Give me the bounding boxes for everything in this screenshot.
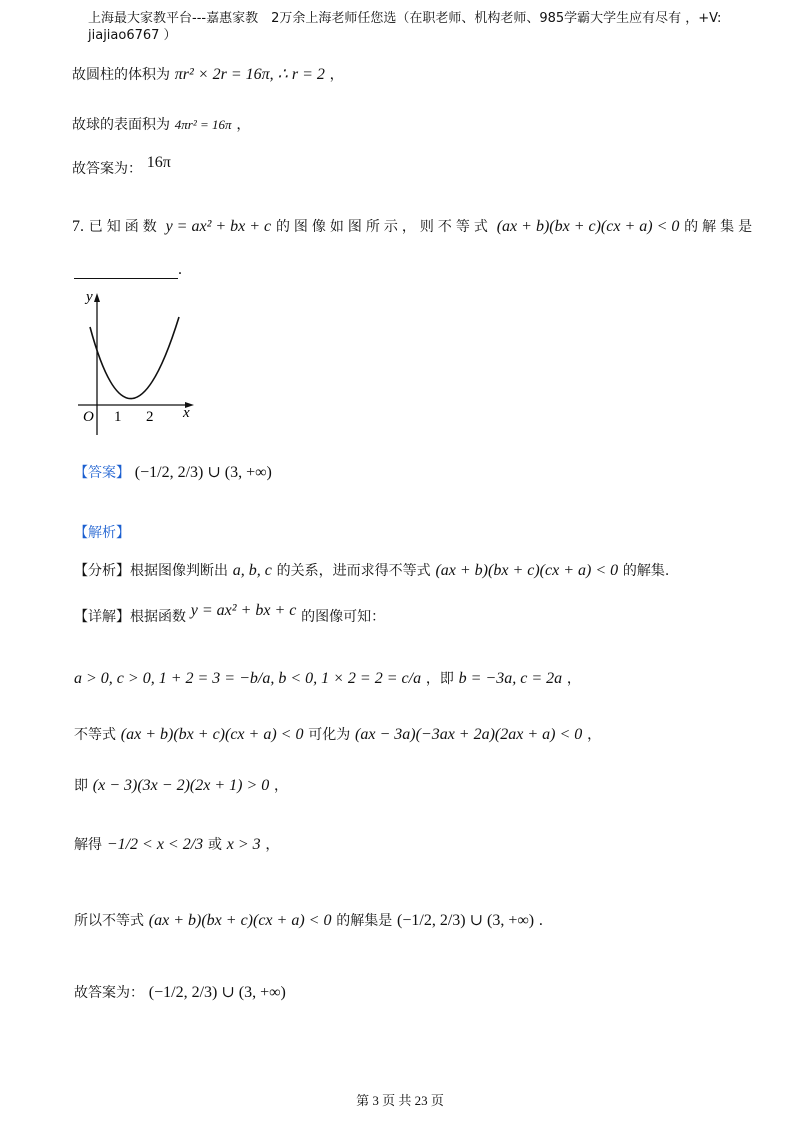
area-label: 故球的表面积为 (72, 117, 170, 133)
parabola-graph (70, 285, 200, 445)
step-1-result: (ax − 3a)(−3ax + 2a)(2ax + a) < 0 (355, 726, 583, 743)
step-2-line (74, 775, 288, 795)
fenxi-inequality: (ax + b)(bx + c)(cx + a) < 0 (435, 562, 619, 579)
question-text-2: 的图像如图所示，则不等式 (275, 219, 492, 235)
origin-label: O (83, 409, 94, 425)
xiangjie-tag: 【详解】 (74, 609, 130, 625)
question-text-1: 已知函数 (88, 219, 161, 235)
analysis-tag: 【解析】 (74, 525, 130, 541)
fenxi-tag: 【分析】 (74, 563, 130, 579)
step-3-x: x > 3 (226, 836, 261, 853)
step-1-label: 不等式 (74, 727, 116, 743)
prev-answer-label: 故答案为： (72, 161, 142, 177)
question-7 (72, 216, 756, 236)
tick-label-1: 1 (114, 409, 122, 425)
header-line-2: jiajiao6767 ） (88, 28, 177, 43)
step-4-end: . (538, 912, 543, 929)
step-4-label: 所以不等式 (74, 913, 144, 929)
answer-line (74, 462, 272, 482)
page-footer: 第 3 页 共 23 页 (356, 1093, 444, 1108)
xiangjie-text-1: 根据函数 (130, 609, 186, 625)
fenxi-text-1: 根据图像判断出 (130, 563, 228, 579)
step-1-mid: 可化为 (308, 727, 351, 743)
fenxi-text-2: 的关系，进而求得不等式 (276, 563, 431, 579)
condition-mid: ，即 (425, 671, 454, 687)
step-1-inequality: (ax + b)(bx + c)(cx + a) < 0 (120, 726, 304, 743)
xiangjie-line (74, 602, 386, 626)
step-4-inequality: (ax + b)(bx + c)(cx + a) < 0 (148, 912, 332, 929)
step-2-inequality: (x − 3)(3x − 2)(2x + 1) > 0 (92, 777, 270, 794)
final-answer-line (74, 982, 286, 1002)
answer-value: (−1/2, 2/3) ∪ (3, +∞) (134, 464, 272, 481)
xiangjie-text-2: 的图像可知： (301, 609, 386, 625)
volume-line (72, 64, 344, 84)
fenxi-text-3: 的解集. (622, 563, 670, 579)
prev-answer-value: 16π (146, 154, 171, 171)
volume-formula: πr² × 2r = 16π, ∴ r = 2 (174, 66, 325, 83)
step-3-line (74, 834, 279, 854)
step-4-result: (−1/2, 2/3) ∪ (3, +∞) (397, 912, 535, 929)
volume-end: ， (329, 67, 344, 83)
step-3-range: −1/2 < x < 2/3 (106, 836, 204, 853)
area-end: ， (236, 117, 251, 133)
y-label: y (86, 289, 93, 305)
question-function: y = ax² + bx + c (165, 218, 272, 235)
final-answer-value: (−1/2, 2/3) ∪ (3, +∞) (148, 984, 286, 1001)
step-3-end: ， (265, 837, 280, 853)
question-text-3: 的解集是 (684, 219, 757, 235)
step-3-label: 解得 (74, 837, 102, 853)
step-4-line (74, 910, 543, 930)
step-1-end: ， (587, 727, 602, 743)
step-2-end: ， (274, 778, 289, 794)
step-4-mid: 的解集是 (336, 913, 393, 929)
tick-label-2: 2 (146, 409, 154, 425)
question-number: 7. (72, 218, 84, 235)
header-line-1: 上海最大家教平台---嘉惠家教 2万余上海老师任您选（在职老师、机构老师、985学霸大学生应有尽有 ，+V: (88, 11, 722, 26)
x-label: x (183, 405, 190, 421)
step-2-label: 即 (74, 778, 88, 794)
condition-end: ， (566, 671, 581, 687)
fenxi-line (74, 560, 669, 580)
answer-blank (74, 260, 182, 279)
parabola-curve (90, 317, 179, 399)
step-1-line (74, 724, 601, 744)
xiangjie-function: y = ax² + bx + c (190, 602, 297, 619)
answer-tag: 【答案】 (74, 465, 130, 481)
condition-result: b = −3a, c = 2a (458, 670, 563, 687)
step-3-or: 或 (207, 837, 222, 853)
prev-answer-line (72, 152, 171, 177)
area-formula: 4πr² = 16π (174, 117, 232, 132)
question-inequality: (ax + b)(bx + c)(cx + a) < 0 (496, 218, 680, 235)
condition-line (74, 668, 581, 688)
volume-label: 故圆柱的体积为 (72, 67, 170, 83)
blank-end: . (178, 261, 182, 278)
area-line (72, 114, 250, 134)
fenxi-vars: a, b, c (232, 562, 272, 579)
y-axis-arrow (94, 293, 100, 302)
final-answer-label: 故答案为： (74, 985, 144, 1001)
condition-formula: a > 0, c > 0, 1 + 2 = 3 = −b/a, b < 0, 1 × 2 = 2 = c/a (74, 670, 422, 687)
